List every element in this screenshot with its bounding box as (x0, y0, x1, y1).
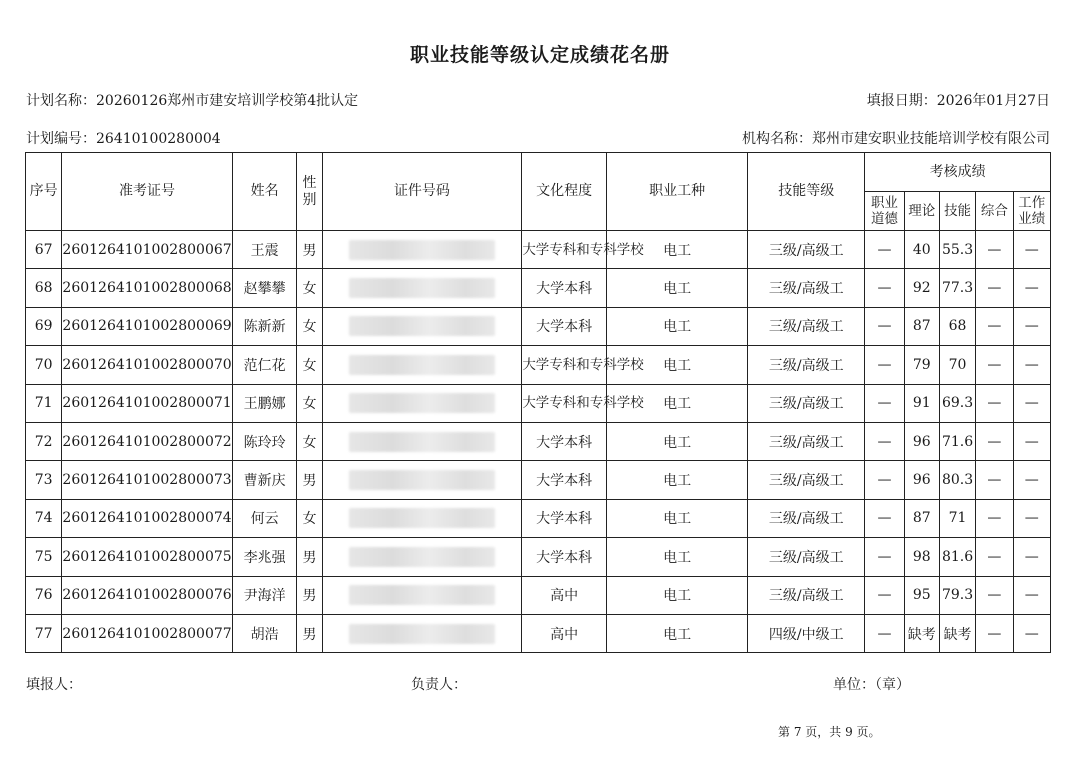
cell-skill: 缺考 (939, 614, 975, 652)
plan-name: 计划名称：20260126郑州市建安培训学校第4批认定 (26, 93, 359, 109)
cell-work-performance: — (1013, 384, 1050, 422)
cell-id-no (322, 576, 522, 614)
cell-id-no (322, 461, 522, 499)
unit-seal-label: 单位：（章） (833, 677, 910, 693)
cell-theory: 95 (904, 576, 939, 614)
cell-education: 大学本科 (522, 499, 607, 537)
cell-work-performance: — (1013, 269, 1050, 307)
cell-seq: 75 (26, 538, 62, 576)
cell-skill-level: 四级/中级工 (748, 614, 865, 652)
cell-exam-no: 2601264101002800070 (62, 346, 232, 384)
cell-occupation: 电工 (607, 614, 748, 652)
header-id-no: 证件号码 (322, 153, 522, 231)
header-theory: 理论 (904, 192, 939, 231)
cell-occupation: 电工 (607, 461, 748, 499)
header-skill: 技能 (939, 192, 975, 231)
cell-work-performance: — (1013, 307, 1050, 345)
cell-education: 高中 (522, 614, 607, 652)
header-composite: 综合 (976, 192, 1013, 231)
cell-exam-no: 2601264101002800069 (62, 307, 232, 345)
cell-work-performance: — (1013, 538, 1050, 576)
redacted-id-blur (349, 278, 495, 298)
cell-seq: 77 (26, 614, 62, 652)
cell-name: 曹新庆 (232, 461, 297, 499)
cell-occupation: 电工 (607, 307, 748, 345)
cell-gender: 女 (297, 384, 322, 422)
cell-composite: — (976, 384, 1013, 422)
cell-composite: — (976, 461, 1013, 499)
cell-skill: 79.3 (939, 576, 975, 614)
cell-work-performance: — (1013, 346, 1050, 384)
cell-ethics: — (865, 576, 904, 614)
cell-theory: 91 (904, 384, 939, 422)
header-gender: 性别 (297, 153, 322, 231)
cell-composite: — (976, 614, 1013, 652)
cell-skill-level: 三级/高级工 (748, 346, 865, 384)
cell-theory: 缺考 (904, 614, 939, 652)
cell-seq: 70 (26, 346, 62, 384)
cell-name: 何云 (232, 499, 297, 537)
cell-skill-level: 三级/高级工 (748, 422, 865, 460)
cell-seq: 68 (26, 269, 62, 307)
cell-id-no (322, 231, 522, 269)
cell-ethics: — (865, 346, 904, 384)
cell-exam-no: 2601264101002800073 (62, 461, 232, 499)
redacted-id-blur (349, 240, 495, 260)
cell-composite: — (976, 346, 1013, 384)
cell-gender: 男 (297, 461, 322, 499)
cell-exam-no: 2601264101002800072 (62, 422, 232, 460)
cell-id-no (322, 346, 522, 384)
table-row (26, 614, 1051, 652)
page-info: 第 7 页，共 9 页。 (778, 725, 881, 739)
cell-theory: 92 (904, 269, 939, 307)
plan-number: 计划编号：26410100280004 (26, 131, 221, 147)
cell-gender: 男 (297, 231, 322, 269)
cell-skill-level: 三级/高级工 (748, 499, 865, 537)
cell-skill: 77.3 (939, 269, 975, 307)
cell-gender: 女 (297, 499, 322, 537)
redacted-id-blur (349, 585, 495, 605)
cell-skill-level: 三级/高级工 (748, 307, 865, 345)
cell-seq: 76 (26, 576, 62, 614)
cell-name: 王震 (232, 231, 297, 269)
table-row (26, 231, 1051, 269)
table-row (26, 307, 1051, 345)
cell-id-no (322, 538, 522, 576)
cell-occupation: 电工 (607, 499, 748, 537)
header-name: 姓名 (232, 153, 297, 231)
redacted-id-blur (349, 355, 495, 375)
cell-skill: 81.6 (939, 538, 975, 576)
cell-exam-no: 2601264101002800068 (62, 269, 232, 307)
cell-ethics: — (865, 269, 904, 307)
cell-work-performance: — (1013, 461, 1050, 499)
redacted-id-blur (349, 470, 495, 490)
cell-theory: 40 (904, 231, 939, 269)
cell-composite: — (976, 576, 1013, 614)
cell-skill: 71.6 (939, 422, 975, 460)
cell-gender: 女 (297, 422, 322, 460)
fill-date: 填报日期：2026年01月27日 (866, 93, 1050, 109)
redacted-id-blur (349, 624, 495, 644)
cell-theory: 96 (904, 461, 939, 499)
header-occupation: 职业工种 (607, 153, 748, 231)
table-row (26, 346, 1051, 384)
table-row (26, 384, 1051, 422)
cell-composite: — (976, 269, 1013, 307)
cell-gender: 男 (297, 576, 322, 614)
cell-name: 陈玲玲 (232, 422, 297, 460)
cell-id-no (322, 307, 522, 345)
cell-gender: 男 (297, 538, 322, 576)
cell-composite: — (976, 231, 1013, 269)
cell-work-performance: — (1013, 231, 1050, 269)
cell-work-performance: — (1013, 614, 1050, 652)
cell-seq: 71 (26, 384, 62, 422)
cell-education: 大学本科 (522, 269, 607, 307)
cell-ethics: — (865, 422, 904, 460)
cell-id-no (322, 614, 522, 652)
cell-exam-no: 2601264101002800077 (62, 614, 232, 652)
header-education: 文化程度 (522, 153, 607, 231)
cell-seq: 69 (26, 307, 62, 345)
document-title: 职业技能等级认定成绩花名册 (409, 44, 670, 66)
cell-skill: 70 (939, 346, 975, 384)
cell-name: 陈新新 (232, 307, 297, 345)
redacted-id-blur (349, 547, 495, 567)
cell-skill: 55.3 (939, 231, 975, 269)
redacted-id-blur (349, 316, 495, 336)
cell-name: 李兆强 (232, 538, 297, 576)
cell-exam-no: 2601264101002800074 (62, 499, 232, 537)
cell-gender: 男 (297, 614, 322, 652)
cell-id-no (322, 422, 522, 460)
cell-seq: 72 (26, 422, 62, 460)
cell-occupation: 电工 (607, 538, 748, 576)
cell-work-performance: — (1013, 422, 1050, 460)
cell-exam-no: 2601264101002800076 (62, 576, 232, 614)
cell-occupation: 电工 (607, 346, 748, 384)
cell-education: 大学专科和专科学校 (522, 346, 607, 384)
cell-skill-level: 三级/高级工 (748, 384, 865, 422)
cell-education: 大学本科 (522, 422, 607, 460)
cell-seq: 74 (26, 499, 62, 537)
cell-work-performance: — (1013, 499, 1050, 537)
header-ethics: 职业道德 (865, 192, 904, 231)
cell-education: 大学专科和专科学校 (522, 231, 607, 269)
cell-occupation: 电工 (607, 269, 748, 307)
cell-occupation: 电工 (607, 576, 748, 614)
cell-ethics: — (865, 384, 904, 422)
header-seq: 序号 (26, 153, 62, 231)
cell-exam-no: 2601264101002800075 (62, 538, 232, 576)
cell-name: 范仁花 (232, 346, 297, 384)
cell-theory: 87 (904, 307, 939, 345)
responsible-label: 负责人： (411, 677, 467, 693)
cell-skill-level: 三级/高级工 (748, 231, 865, 269)
cell-ethics: — (865, 538, 904, 576)
table-row (26, 499, 1051, 537)
cell-education: 大学本科 (522, 538, 607, 576)
table-row (26, 461, 1051, 499)
header-work-performance: 工作业绩 (1013, 192, 1050, 231)
cell-skill-level: 三级/高级工 (748, 269, 865, 307)
cell-skill: 69.3 (939, 384, 975, 422)
cell-gender: 女 (297, 346, 322, 384)
cell-name: 王鹏娜 (232, 384, 297, 422)
cell-education: 大学本科 (522, 307, 607, 345)
cell-skill-level: 三级/高级工 (748, 538, 865, 576)
filler-label: 填报人： (26, 677, 82, 693)
cell-exam-no: 2601264101002800071 (62, 384, 232, 422)
cell-theory: 96 (904, 422, 939, 460)
score-roster-table (25, 152, 1051, 653)
cell-gender: 女 (297, 307, 322, 345)
table-row (26, 538, 1051, 576)
cell-id-no (322, 499, 522, 537)
cell-composite: — (976, 307, 1013, 345)
cell-ethics: — (865, 461, 904, 499)
cell-occupation: 电工 (607, 422, 748, 460)
cell-seq: 67 (26, 231, 62, 269)
cell-name: 赵攀攀 (232, 269, 297, 307)
cell-skill-level: 三级/高级工 (748, 461, 865, 499)
cell-seq: 73 (26, 461, 62, 499)
cell-theory: 79 (904, 346, 939, 384)
institution-name: 机构名称：郑州市建安职业技能培训学校有限公司 (742, 131, 1050, 147)
cell-education: 大学专科和专科学校 (522, 384, 607, 422)
table-row (26, 269, 1051, 307)
cell-skill: 80.3 (939, 461, 975, 499)
cell-exam-no: 2601264101002800067 (62, 231, 232, 269)
cell-education: 大学本科 (522, 461, 607, 499)
cell-id-no (322, 269, 522, 307)
header-scores: 考核成绩 (865, 153, 1051, 192)
table-row (26, 576, 1051, 614)
cell-skill-level: 三级/高级工 (748, 576, 865, 614)
redacted-id-blur (349, 393, 495, 413)
header-exam-no: 准考证号 (62, 153, 232, 231)
cell-skill: 68 (939, 307, 975, 345)
roster-body (26, 231, 1051, 653)
cell-ethics: — (865, 231, 904, 269)
cell-occupation: 电工 (607, 384, 748, 422)
cell-skill: 71 (939, 499, 975, 537)
cell-theory: 87 (904, 499, 939, 537)
cell-name: 尹海洋 (232, 576, 297, 614)
cell-education: 高中 (522, 576, 607, 614)
cell-composite: — (976, 538, 1013, 576)
cell-ethics: — (865, 614, 904, 652)
cell-work-performance: — (1013, 576, 1050, 614)
cell-name: 胡浩 (232, 614, 297, 652)
cell-ethics: — (865, 307, 904, 345)
cell-theory: 98 (904, 538, 939, 576)
redacted-id-blur (349, 508, 495, 528)
header-skill-level: 技能等级 (748, 153, 865, 231)
redacted-id-blur (349, 432, 495, 452)
cell-id-no (322, 384, 522, 422)
cell-gender: 女 (297, 269, 322, 307)
cell-occupation: 电工 (607, 231, 748, 269)
cell-ethics: — (865, 499, 904, 537)
cell-composite: — (976, 499, 1013, 537)
cell-composite: — (976, 422, 1013, 460)
table-row (26, 422, 1051, 460)
